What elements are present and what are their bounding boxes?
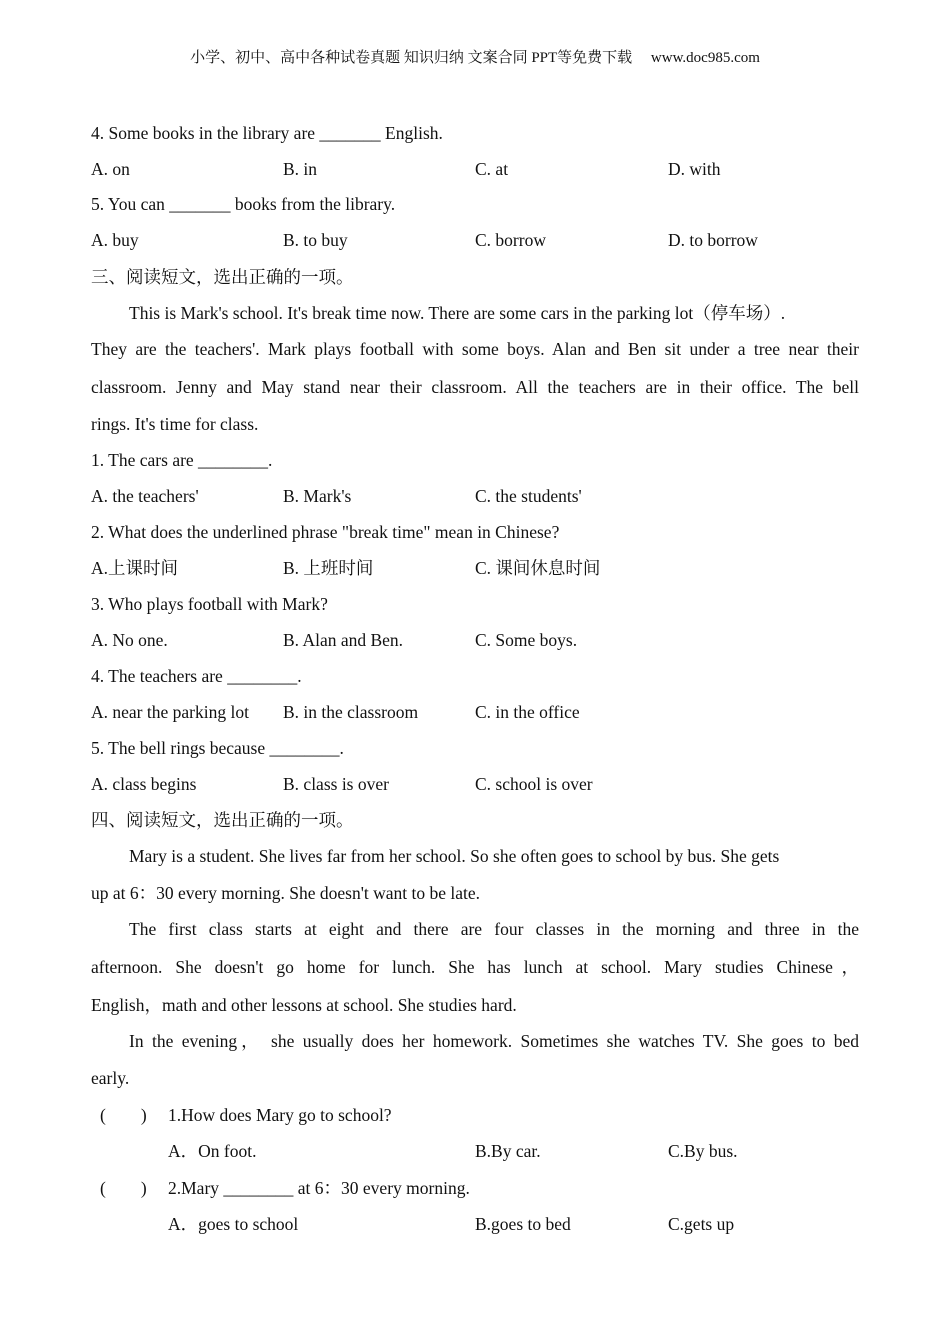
question-stem: 3. Who plays football with Mark? bbox=[91, 594, 328, 614]
option: B.By car. bbox=[475, 1141, 541, 1161]
question-stem: 5. You can _______ books from the library. bbox=[91, 194, 396, 214]
passage-line: early. bbox=[91, 1068, 130, 1088]
option: B. in the classroom bbox=[283, 702, 419, 722]
passage-line bbox=[129, 1030, 859, 1052]
question-stem: 1.How does Mary go to school? bbox=[168, 1105, 392, 1125]
option: A. buy bbox=[91, 230, 139, 250]
option: C.By bus. bbox=[668, 1141, 738, 1161]
passage-line: This is Mark's school. It's break time now. There are some cars in the parking lot（停车场）. bbox=[129, 303, 786, 323]
passage-text: afternoon. She doesn't go home for lunch. She has lunch at school. Mary studies Chinese， bbox=[91, 957, 859, 977]
question-stem: 1. The cars are ________. bbox=[91, 450, 273, 470]
passage-text: They are the teachers'. Mark plays football with some boys. Alan and Ben sit under a tree near their bbox=[91, 339, 859, 359]
option: C. at bbox=[475, 159, 509, 179]
passage-line bbox=[91, 338, 859, 360]
question-stem: 2.Mary ________ at 6：30 every morning. bbox=[168, 1178, 470, 1198]
passage-line: rings. It's time for class. bbox=[91, 414, 259, 434]
passage-text: The first class starts at eight and there are four classes in the morning and three in the bbox=[129, 919, 859, 939]
question-stem: 4. The teachers are ________. bbox=[91, 666, 302, 686]
option: C. the students' bbox=[475, 486, 582, 506]
passage-text: In the evening， she usually does her homework. Sometimes she watches TV. She goes to bed bbox=[129, 1031, 859, 1051]
option: A. No one. bbox=[91, 630, 168, 650]
option: B. 上班时间 bbox=[283, 558, 374, 578]
option: A.上课时间 bbox=[91, 558, 179, 578]
answer-blank: ( ) bbox=[100, 1105, 147, 1125]
option: D. with bbox=[668, 159, 721, 179]
option: B. Alan and Ben. bbox=[283, 630, 404, 650]
passage-line: Mary is a student. She lives far from her school. So she often goes to school by bus. She gets bbox=[129, 846, 780, 866]
option: B.goes to bed bbox=[475, 1214, 571, 1234]
passage-text: classroom. Jenny and May stand near their classroom. All the teachers are in their office. The bell bbox=[91, 377, 859, 397]
option: C. 课间休息时间 bbox=[475, 558, 601, 578]
option: C. borrow bbox=[475, 230, 546, 250]
option: D. to borrow bbox=[668, 230, 758, 250]
section-title: 三、阅读短文，选出正确的一项。 bbox=[91, 267, 354, 287]
option: B. Mark's bbox=[283, 486, 352, 506]
passage-line bbox=[91, 956, 859, 978]
passage-line: English，math and other lessons at school. She studies hard. bbox=[91, 995, 517, 1015]
answer-blank: ( ) bbox=[100, 1178, 147, 1198]
option: A. on bbox=[91, 159, 130, 179]
option: C. in the office bbox=[475, 702, 580, 722]
option: B. class is over bbox=[283, 774, 389, 794]
page-header: 小学、初中、高中各种试卷真题 知识归纳 文案合同 PPT等免费下载 www.doc985.com bbox=[190, 50, 760, 66]
passage-line: up at 6：30 every morning. She doesn't want to be late. bbox=[91, 883, 481, 903]
section-title: 四、阅读短文，选出正确的一项。 bbox=[91, 810, 354, 830]
question-stem: 4. Some books in the library are _______ English. bbox=[91, 123, 443, 143]
option: C.gets up bbox=[668, 1214, 735, 1234]
question-stem: 5. The bell rings because ________. bbox=[91, 738, 344, 758]
passage-line bbox=[91, 376, 859, 398]
option: A. the teachers' bbox=[91, 486, 199, 506]
question-stem: 2. What does the underlined phrase "break time" mean in Chinese? bbox=[91, 522, 560, 542]
option: B. in bbox=[283, 159, 318, 179]
passage-line bbox=[129, 918, 859, 940]
option: A．goes to school bbox=[168, 1214, 299, 1234]
option: A. class begins bbox=[91, 774, 197, 794]
option: C. school is over bbox=[475, 774, 593, 794]
option: A．On foot. bbox=[168, 1141, 257, 1161]
option: C. Some boys. bbox=[475, 630, 578, 650]
option: B. to buy bbox=[283, 230, 348, 250]
option: A. near the parking lot bbox=[91, 702, 249, 722]
